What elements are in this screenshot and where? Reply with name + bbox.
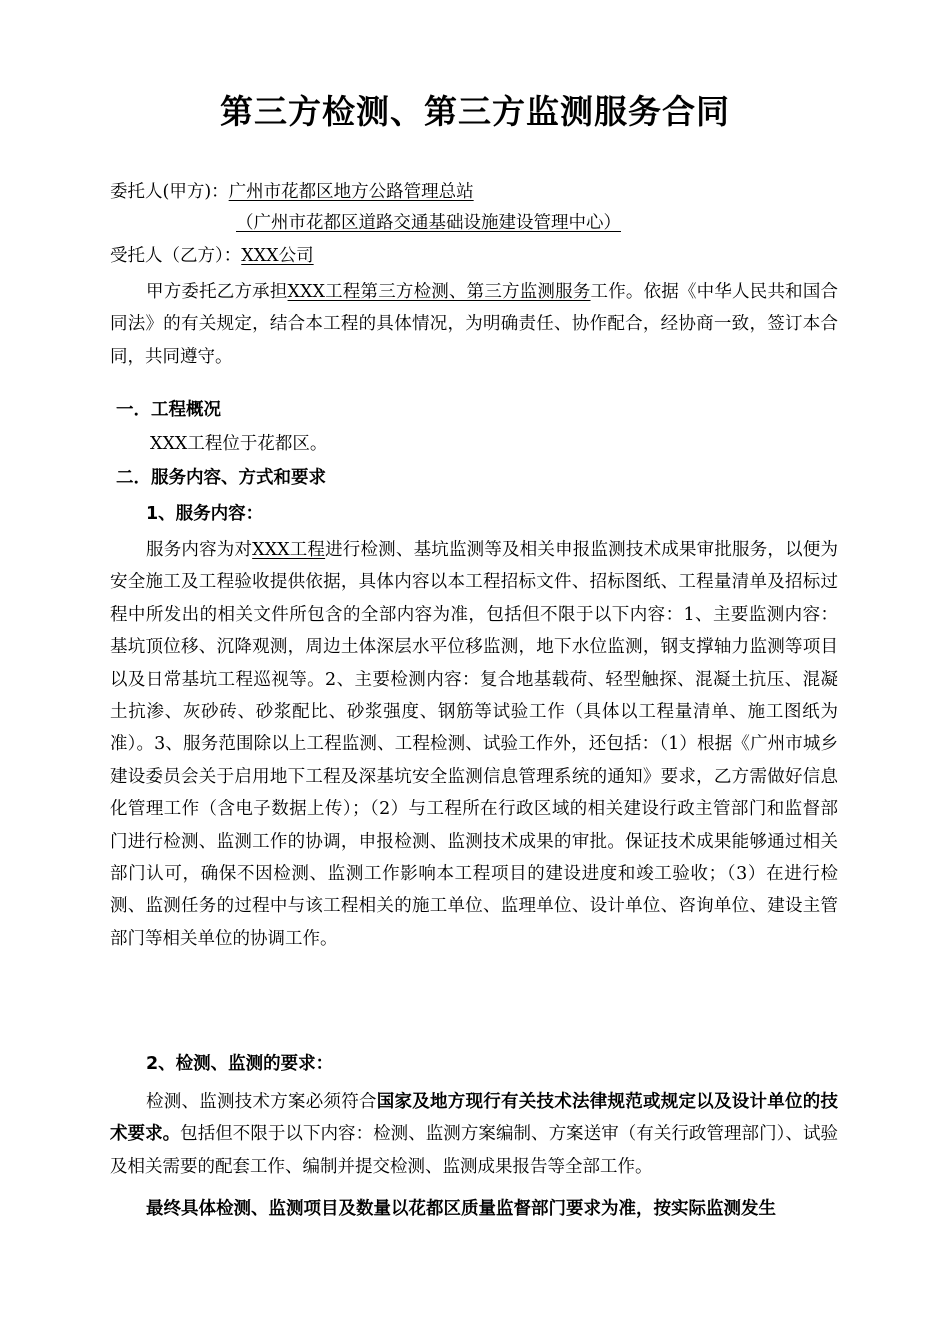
section2-heading: 二．服务内容、方式和要求	[116, 468, 326, 488]
client-line	[110, 180, 474, 204]
client-name: 广州市花都区地方公路管理总站	[228, 182, 474, 202]
intro-text-1: 甲方委托乙方承担	[146, 282, 288, 302]
requirements-bold: 国家及地方现行有关技术法律规范或规定以及设计单位的技术要求。	[110, 1092, 838, 1145]
section2-sub2-heading: 2、检测、监测的要求：	[146, 1054, 334, 1074]
client-alt-name: （广州市花都区道路交通基础设施建设管理中心）	[236, 213, 621, 233]
contractor-label: 受托人（乙方）：	[110, 246, 242, 266]
contractor-name: XXX公司	[241, 246, 314, 266]
service-text-1: 服务内容为对	[146, 540, 253, 560]
final-paragraph: 最终具体检测、监测项目及数量以花都区质量监督部门要求为准，按实际监测发生	[146, 1199, 776, 1219]
contractor-line	[110, 244, 314, 268]
service-text-2: 进行检测、基坑监测等及相关申报监测技术成果审批服务，以便为安全施工及工程验收提供依据，具体内容以本工程招标文件、招标图纸、工程量清单及招标过程中所发出的相关文件所包含的全部内容为准，包括但不限于以下内容：1、主要监测内容：基坑顶位移、沉降观测，周边土体深层水平位移监测，地下水位监测，钢支撑轴力监测等项目以及日常基坑工程巡视等。2、主要检测内容：复合地基载荷、轻型触探、混凝土抗压、混凝土抗渗、灰砂砖、砂浆配比、砂浆强度、钢筋等试验工作（具体以工程量清单、施工图纸为准）。3、服务范围除以上工程监测、工程检测、试验工作外，还包括：（1）根据《广州市城乡建设委员会关于启用地下工程及深基坑安全监测信息管理系统的通知》要求，乙方需做好信息化管理工作（含电子数据上传）；（2）与工程所在行政区域的相关建设行政主管部门和监督部门进行检测、监测工作的协调，申报检测、监测技术成果的审批。保证技术成果能够通过相关部门认可，确保不因检测、监测工作影响本工程项目的建设进度和竣工验收；（3）在进行检测、监测任务的过程中与该工程相关的施工单位、监理单位、设计单位、咨询单位、建设主管部门等相关单位的协调工作。	[110, 540, 838, 949]
intro-text-2: 工作。依据《中华人民共和国合同法》的有关规定，结合本工程的具体情况，为明确责任、协作配合，经协商一致，签订本合同，共同遵守。	[110, 282, 839, 367]
service-project: XXX工程	[252, 540, 326, 560]
client-label: 委托人(甲方)：	[110, 182, 229, 202]
requirements-text-2: 包括但不限于以下内容：检测、监测方案编制、方案送审（有关行政管理部门）、试验及相关需要的配套工作、编制并提交检测、监测成果报告等全部工作。	[110, 1124, 838, 1177]
intro-project: XXX工程第三方检测、第三方监测服务	[287, 282, 591, 302]
requirements-text-1: 检测、监测技术方案必须符合	[146, 1092, 377, 1112]
service-content-paragraph	[110, 534, 838, 955]
section1-heading: 一．工程概况	[116, 400, 221, 420]
document-title: 第三方检测、第三方监测服务合同	[220, 92, 730, 131]
intro-paragraph	[110, 276, 838, 373]
client-alt-line	[236, 211, 621, 235]
requirements-paragraph	[110, 1086, 838, 1183]
section2-sub1-heading: 1、服务内容：	[146, 504, 264, 524]
section1-text: XXX工程位于花都区。	[150, 434, 328, 454]
